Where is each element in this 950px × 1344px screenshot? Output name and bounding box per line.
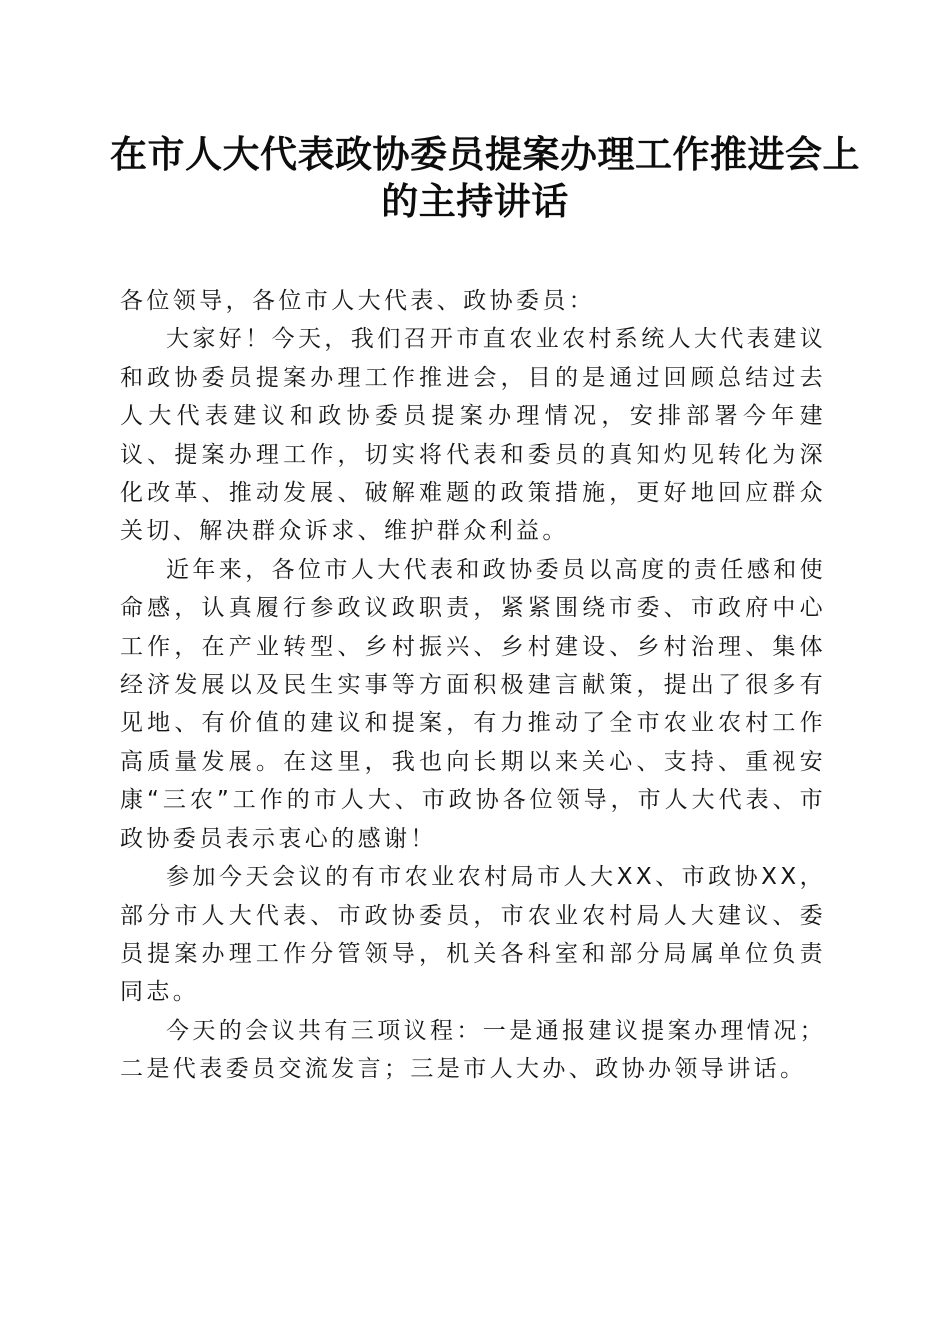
document-title: [110, 131, 860, 225]
document-body: [120, 282, 826, 1089]
title-line-1: 在市人大代表政协委员提案办理工作推进会上: [110, 132, 860, 176]
paragraph-attendees: 参加今天会议的有市农业农村局市人大XX、市政协XX，部分市人大代表、市政协委员，市农业农村局人大建议、委员提案办理工作分管领导，机关各科室和部分局属单位负责同志。: [120, 864, 826, 1006]
paragraph-opening: 大家好！今天，我们召开市直农业农村系统人大代表建议和政协委员提案办理工作推进会，目的是通过回顾总结过去人大代表建议和政协委员提案办理情况，安排部署今年建议、提案办理工作，切实将代表和委员的真知灼见转化为深化改革、推动发展、破解难题的政策措施，更好地回应群众关切、解决群众诉求、维护群众利益。: [120, 326, 826, 545]
paragraph-agenda: 今天的会议共有三项议程：一是通报建议提案办理情况；二是代表委员交流发言；三是市人大办、政协办领导讲话。: [120, 1017, 826, 1083]
salutation: 各位领导，各位市人大代表、政协委员：: [120, 288, 596, 314]
title-line-2: 的主持讲话: [381, 179, 569, 223]
paragraph-acknowledgement: 近年来，各位市人大代表和政协委员以高度的责任感和使命感，认真履行参政议政职责，紧紧围绕市委、市政府中心工作，在产业转型、乡村振兴、乡村建设、乡村治理、集体经济发展以及民生实事等方面积极建言献策，提出了很多有见地、有价值的建议和提案，有力推动了全市农业农村工作高质量发展。在这里，我也向长期以来关心、支持、重视安康“三农”工作的市人大、市政协各位领导，市人大代表、市政协委员表示衷心的感谢！: [120, 556, 826, 852]
